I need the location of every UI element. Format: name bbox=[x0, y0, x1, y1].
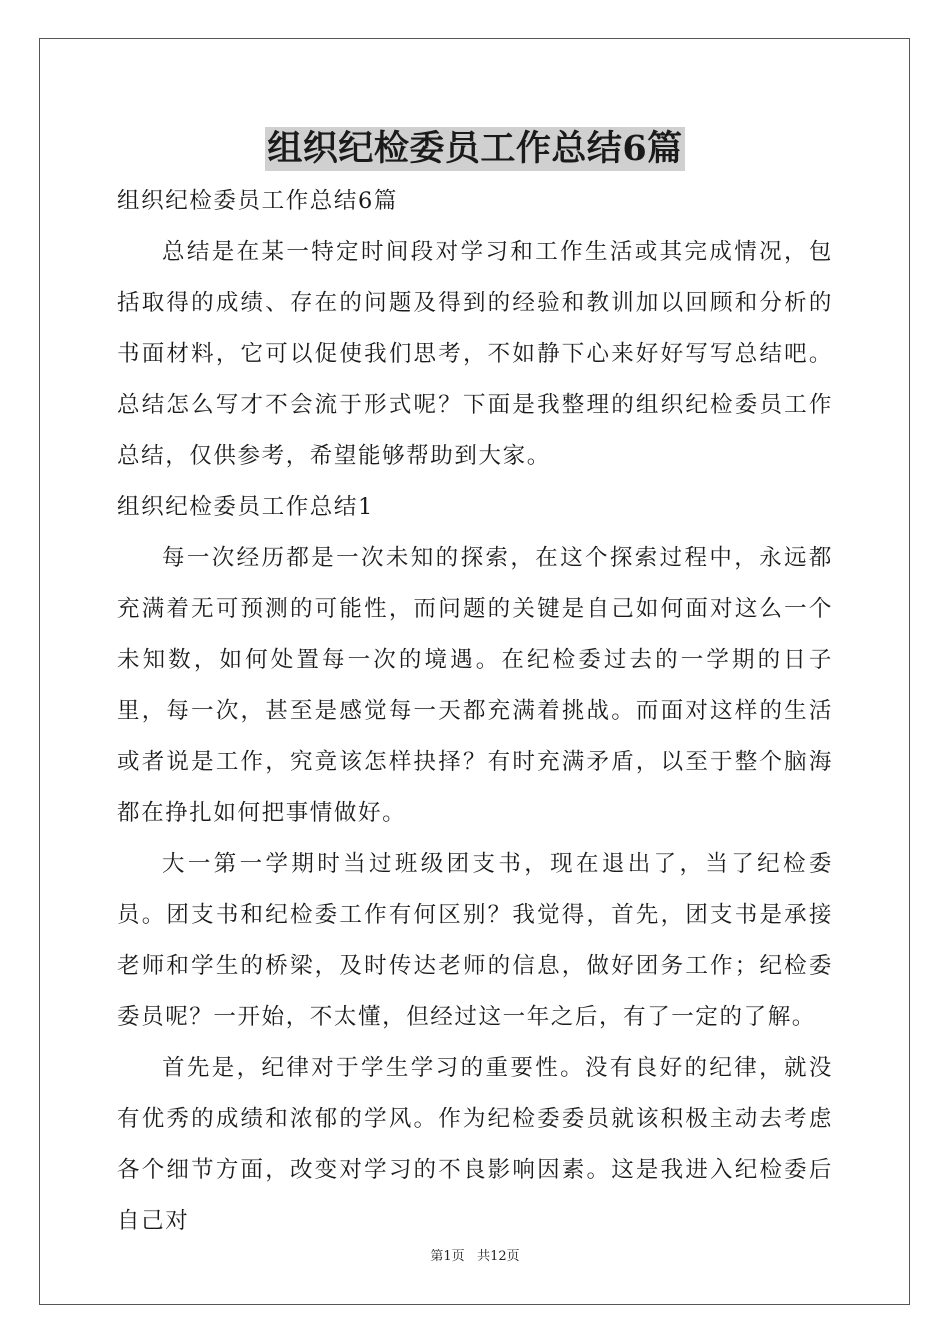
page-total: 共12页 bbox=[477, 1249, 520, 1264]
document-title: 组织纪检委员工作总结6篇 bbox=[267, 128, 683, 169]
page-footer bbox=[0, 1248, 950, 1266]
paragraph: 总结是在某一特定时间段对学习和工作生活或其完成情况，包括取得的成绩、存在的问题及得到的经验和教训加以回顾和分析的书面材料，它可以促使我们思考，不如静下心来好好写写总结吧。总结怎么写才不会流于形式呢？下面是我整理的组织纪检委员工作总结，仅供参考，希望能够帮助到大家。 bbox=[117, 239, 833, 469]
paragraph: 大一第一学期时当过班级团支书，现在退出了，当了纪检委员。团支书和纪检委工作有何区别？我觉得，首先，团支书是承接老师和学生的桥梁，及时传达老师的信息，做好团务工作；纪检委委员呢？一开始，不太懂，但经过这一年之后，有了一定的了解。 bbox=[117, 851, 833, 1030]
document-body bbox=[117, 176, 833, 1247]
paragraph: 首先是，纪律对于学生学习的重要性。没有良好的纪律，就没有优秀的成绩和浓郁的学风。作为纪检委委员就该积极主动去考虑各个细节方面，改变对学习的不良影响因素。这是我进入纪检委后自己对 bbox=[117, 1055, 833, 1234]
paragraph-heading: 组织纪检委员工作总结1 bbox=[117, 494, 374, 520]
paragraph: 每一次经历都是一次未知的探索，在这个探索过程中，永远都充满着无可预测的可能性，而问题的关键是自己如何面对这么一个未知数，如何处置每一次的境遇。在纪检委过去的一学期的日子里，每一次，甚至是感觉每一天都充满着挑战。而面对这样的生活或者说是工作，究竟该怎样抉择？有时充满矛盾，以至于整个脑海都在挣扎如何把事情做好。 bbox=[117, 545, 833, 826]
paragraph-heading: 组织纪检委员工作总结6篇 bbox=[117, 188, 399, 214]
title-container bbox=[0, 127, 950, 171]
page-number: 第1页 bbox=[430, 1249, 465, 1264]
